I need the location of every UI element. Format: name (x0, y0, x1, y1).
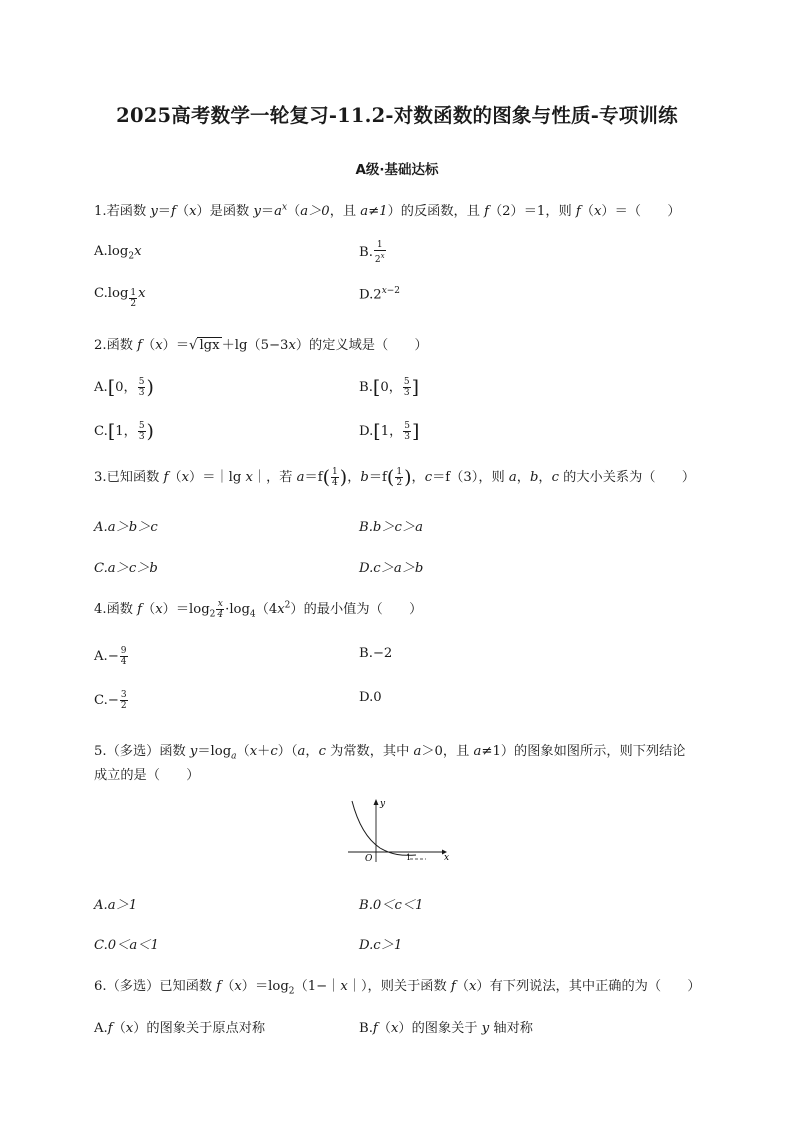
question-6-stem: 6.（多选）已知函数 $f(x)=\log_2(1-|x|)$，则关于函数 f（x）有下列说法，其中正确的为（ ） (94, 979, 701, 997)
origin-label: O (365, 854, 373, 864)
question-3-option-d[interactable]: D.c＞a＞b (359, 561, 424, 576)
question-5-option-d[interactable]: D.c＞1 (359, 938, 403, 953)
question-4-stem: 4.函数 $f(x)=\log_2$ $\frac{x}{4}$ $\cdot\log_4(4x^2)$的最小值为（ ） (94, 599, 423, 620)
question-2-option-c[interactable]: C.[1， $\frac{5}{3}$ ) (94, 420, 154, 443)
section-heading: A级·基础达标 (355, 162, 439, 178)
question-1-stem: 1.若函数 y＝f（x）是函数 $y=a^x(a>0$，且 a≠1）的反函数，且 f（2）＝1，则 f（x）＝（ ） (94, 202, 681, 219)
question-1-option-b[interactable]: B. $\frac{1}{2^x}$ (359, 240, 385, 265)
question-4-option-d[interactable]: D.0 (359, 690, 382, 705)
sqrt-sign: √ (189, 338, 198, 353)
question-3-stem: 3.已知函数 f（x）＝｜lg x｜，若 a＝f( $\frac{1}{4}$ )，b＝f( $\frac{1}{2}$ )，c＝f（3），则 a，b，c 的大小关系为（ ） (94, 466, 696, 489)
question-2-option-d[interactable]: D.[1， $\frac{5}{3}$ ] (359, 420, 420, 443)
question-3-option-b[interactable]: B.b＞c＞a (359, 520, 423, 535)
question-1-option-c[interactable]: C.log $\frac{1}{2}$ x (94, 286, 146, 309)
y-axis-label: y (380, 799, 386, 809)
question-4-option-a[interactable]: A.− $\frac{9}{4}$ (94, 646, 127, 667)
x-axis-label: x (444, 853, 450, 863)
question-5-option-c[interactable]: C.0＜a＜1 (94, 938, 159, 953)
question-6-option-a[interactable]: A.f（x）的图象关于原点对称 (94, 1021, 266, 1036)
y-axis-arrow (374, 799, 379, 805)
question-5-option-a[interactable]: A.a＞1 (94, 898, 138, 913)
tick-label-1: 1 (406, 853, 412, 862)
page-title: 2025高考数学一轮复习-11.2-对数函数的图象与性质-专项训练 (116, 104, 678, 127)
question-3-option-a[interactable]: A.a＞b＞c (94, 520, 158, 535)
log-curve (352, 801, 416, 855)
question-3-option-c[interactable]: C.a＞c＞b (94, 561, 158, 576)
question-1-option-a[interactable]: $A.\log_2x$ (94, 244, 142, 262)
question-4-option-b[interactable]: B.−2 (359, 646, 393, 661)
question-1-option-d[interactable]: $D.2^{x-2}$ (359, 286, 401, 303)
question-4-option-c[interactable]: C.− $\frac{3}{2}$ (94, 690, 127, 711)
question-5-option-b[interactable]: B.0＜c＜1 (359, 898, 424, 913)
question-5-stem: 5.（多选）函数 $y=\log_a(x+c)(a$，c 为常数，其中 a＞0，且 a≠1）的图象如图所示，则下列结论 (94, 744, 686, 762)
question-2-stem: 2.函数 f（x）＝√ lgx ＋lg（5−3x）的定义域是（ ） (94, 338, 428, 353)
question-2-option-b[interactable]: B.[0， $\frac{5}{3}$ ] (359, 376, 420, 399)
question-6-option-b[interactable]: B.f（x）的图象关于 y 轴对称 (359, 1021, 533, 1036)
question-5-stem-line-2: 成立的是（ ） (94, 768, 200, 783)
question-2-option-a[interactable]: A.[0， $\frac{5}{3}$ ) (94, 376, 154, 399)
log-function-graph (340, 796, 450, 866)
